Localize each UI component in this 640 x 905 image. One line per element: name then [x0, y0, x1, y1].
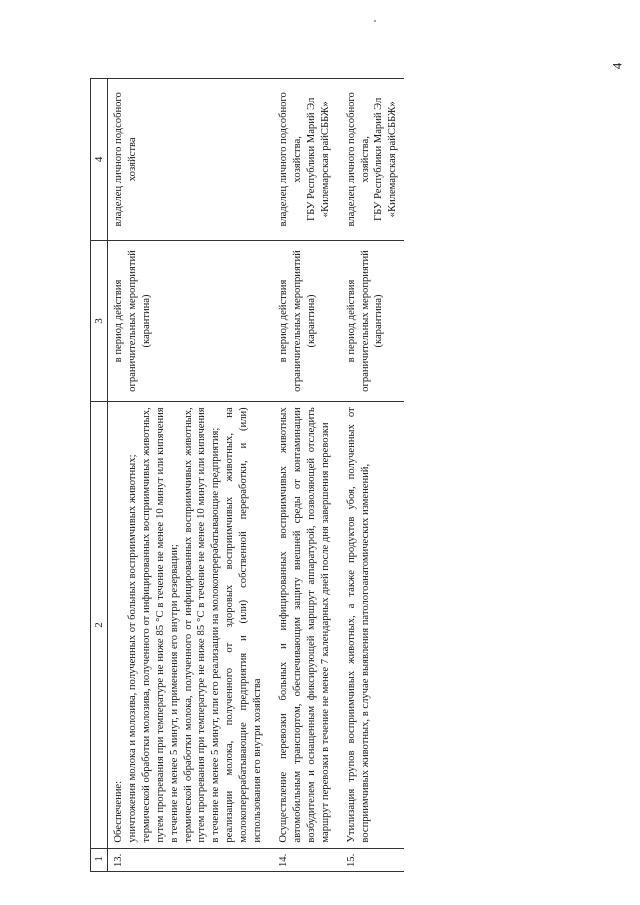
header-col-2: 2	[91, 402, 108, 848]
measures-table	[90, 78, 404, 872]
row-responsible	[275, 79, 337, 241]
row-number: 13.	[108, 848, 269, 871]
header-row	[91, 79, 108, 872]
description-line: реализации молока, полученного от здоровых восприимчивых животных, на молокоперерабатывающие предприятия и (или) собственной переработки, и (или) использования его внутри хозяйства	[224, 407, 264, 843]
description-line: Обеспечение:	[113, 780, 124, 843]
responsible-line: владелец личного подсобного хозяйства	[113, 92, 138, 227]
responsible-line: владелец личного подсобного хозяйства,	[277, 92, 303, 227]
description-line: Утилизация трупов восприимчивых животных, а также продуктов убоя, полученных от восприимчивых животных, в случае выявления патологоанатомических изменений,	[345, 407, 371, 843]
row-number: 15.	[343, 848, 405, 871]
row-period: в период действия ограничительных мероприятий (карантина)	[108, 240, 269, 402]
row-description	[343, 402, 405, 848]
row-responsible	[108, 79, 269, 241]
row-period: в период действия ограничительных мероприятий (карантина)	[343, 240, 405, 402]
description-line: термической обработки молока, полученного от инфицированных восприимчивых животных, путем прогревания при температуре не ниже 85 °С в течение не менее 10 минут или кипячения в течение не менее 5 минут, или его реализации на молокоперерабатывающие предприятия;	[182, 407, 222, 843]
header-col-3: 3	[91, 240, 108, 402]
table-row	[343, 79, 405, 872]
row-number: 14.	[275, 848, 337, 871]
scan-speck	[374, 20, 376, 22]
description-line: Осуществление перевозки больных и инфицированных восприимчивых животных автомобильным транспортом, обеспечивающим защиту внешней среды от контаминации возбудителем и оснащенным фиксирующей маршрут аппаратурой, позволяющей отследить маршрут перевозки в течение не менее 7 календарных дней после дня завершения перевозки	[277, 407, 331, 843]
table-row	[108, 79, 269, 872]
responsible-line: владелец личного подсобного хозяйства,	[345, 92, 371, 227]
row-period: в период действия ограничительных мероприятий (карантина)	[275, 240, 337, 402]
header-col-1: 1	[91, 848, 108, 871]
description-line: термической обработки молозива, полученного от инфицированных восприимчивых животных, путем прогревания при температуре не ниже 85 °С в течение не менее 10 минут или кипячения в течение не менее 5 минут, и применения его внутри резервации;	[140, 407, 180, 843]
responsible-line: ГБУ Республики Марий Эл «Килемарская райСББЖ»	[305, 97, 331, 221]
row-description	[275, 402, 337, 848]
table-row	[275, 79, 337, 872]
header-col-4: 4	[91, 79, 108, 241]
row-responsible	[343, 79, 405, 241]
row-description	[108, 402, 269, 848]
description-line: уничтожения молока и молозива, полученных от больных восприимчивых животных;	[126, 454, 138, 843]
page-number: 4	[608, 62, 624, 70]
responsible-line: ГБУ Республики Марий Эл «Килемарская райСББЖ»	[373, 97, 399, 221]
rotated-table-area	[90, 78, 588, 872]
